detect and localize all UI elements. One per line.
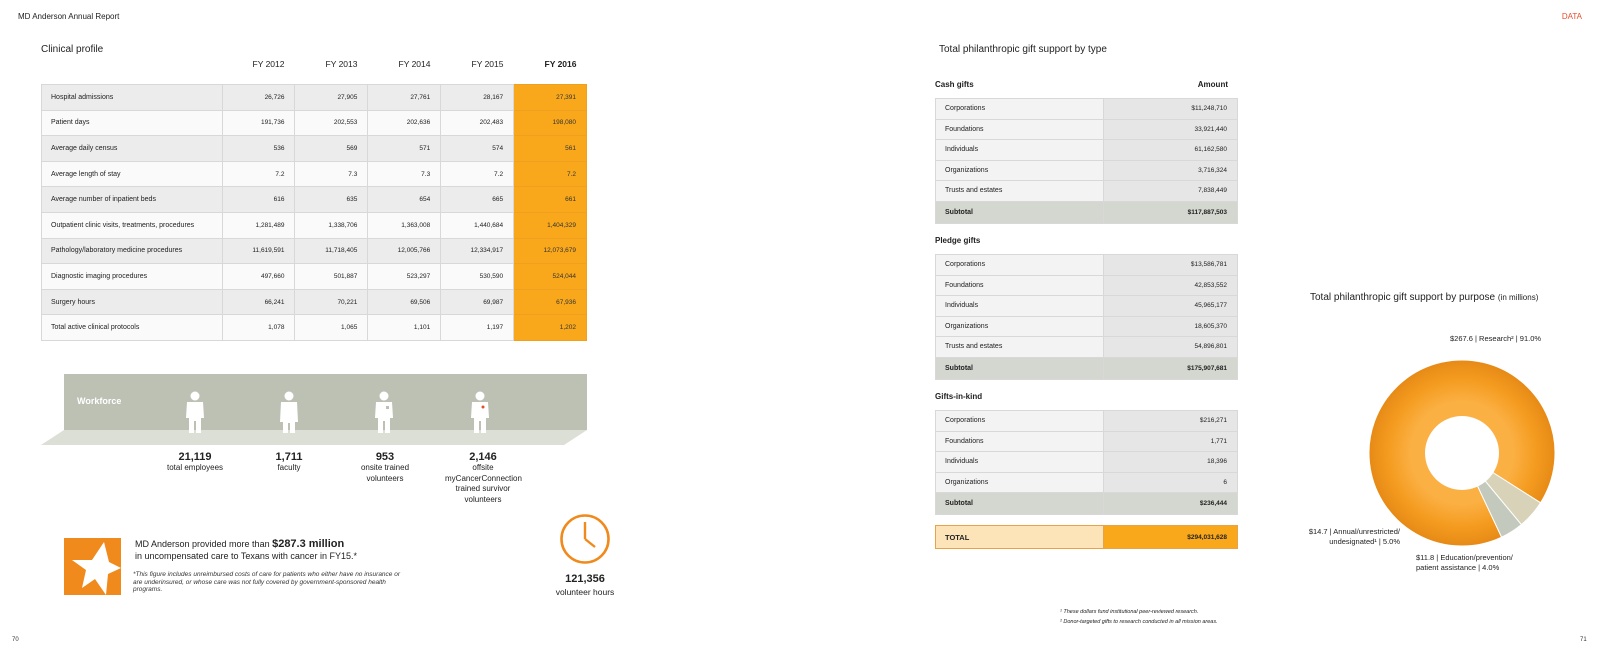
cell-value: 7.3 xyxy=(368,161,441,187)
gift-amount: 33,921,440 xyxy=(1104,119,1238,140)
subtotal-row xyxy=(936,357,1238,379)
clock-icon xyxy=(559,513,611,565)
cell-value: 7.2 xyxy=(441,161,514,187)
workforce-stat xyxy=(330,451,440,484)
faculty-icon xyxy=(278,391,300,433)
gift-group-header xyxy=(935,80,1238,89)
label-education-line2: patient assistance | 4.0% xyxy=(1416,563,1500,572)
stat-number: 953 xyxy=(375,451,395,463)
report-title: MD Anderson Annual Report xyxy=(18,12,120,21)
subtotal-label: Subtotal xyxy=(936,201,1104,223)
workforce-band xyxy=(64,374,587,430)
subtotal-value: $117,887,503 xyxy=(1104,201,1238,223)
cell-value: 569 xyxy=(295,136,368,162)
cell-value: 530,590 xyxy=(441,264,514,290)
label-annual-line2: undesignated¹ | 5.0% xyxy=(1329,537,1400,546)
table-row xyxy=(936,431,1238,452)
row-label: Average daily census xyxy=(42,136,223,162)
table-row xyxy=(42,289,587,315)
gift-source-label: Foundations xyxy=(936,119,1104,140)
label-annual xyxy=(1285,527,1400,547)
gift-amount: 6 xyxy=(1104,472,1238,493)
gift-group-header xyxy=(935,236,1238,245)
uncompensated-line2: in uncompensated care to Texans with cancer in FY15.* xyxy=(135,551,357,561)
subtotal-value: $175,907,681 xyxy=(1104,357,1238,379)
year-header: FY 2013 xyxy=(325,59,358,69)
year-header: FY 2015 xyxy=(471,59,504,69)
row-label: Total active clinical protocols xyxy=(42,315,223,341)
cell-value: 11,619,591 xyxy=(222,238,295,264)
year-header: FY 2012 xyxy=(252,59,285,69)
page-number-right: 71 xyxy=(1580,637,1587,643)
label-annual-line1: $14.7 | Annual/unrestricted/ xyxy=(1308,527,1400,536)
volunteer-hours-text: volunteer hours xyxy=(555,587,615,597)
gift-source-label: Foundations xyxy=(936,275,1104,296)
table-row xyxy=(936,140,1238,161)
table-row xyxy=(936,181,1238,202)
cell-value: 501,887 xyxy=(295,264,368,290)
cell-value: 654 xyxy=(368,187,441,213)
table-row xyxy=(936,472,1238,493)
purpose-donut-chart xyxy=(1362,353,1562,553)
employee-icon xyxy=(184,391,206,433)
cell-value: 202,636 xyxy=(368,110,441,136)
cell-value: 616 xyxy=(222,187,295,213)
gift-amount: 54,896,801 xyxy=(1104,337,1238,358)
table-row xyxy=(936,316,1238,337)
table-row xyxy=(936,275,1238,296)
table-row xyxy=(936,119,1238,140)
cell-value: 1,363,008 xyxy=(368,212,441,238)
table-row xyxy=(42,212,587,238)
onsite-volunteer-icon xyxy=(373,391,395,433)
star-badge xyxy=(64,538,121,595)
purpose-title-text: Total philanthropic gift support by purpose xyxy=(1310,292,1496,303)
cell-value: 1,065 xyxy=(295,315,368,341)
cell-current-year: 67,936 xyxy=(514,289,587,315)
gift-amount: 3,716,324 xyxy=(1104,160,1238,181)
cell-value: 12,334,917 xyxy=(441,238,514,264)
purpose-title xyxy=(1310,292,1538,303)
table-row xyxy=(42,136,587,162)
stat-text: faculty xyxy=(277,463,301,472)
stat-number: 2,146 xyxy=(469,451,497,463)
cell-value: 26,726 xyxy=(222,85,295,111)
section-label: DATA xyxy=(1561,12,1582,21)
gift-amount: 18,396 xyxy=(1104,452,1238,473)
cell-value: 27,761 xyxy=(368,85,441,111)
cell-value: 66,241 xyxy=(222,289,295,315)
cell-value: 571 xyxy=(368,136,441,162)
footnote-2: ² Donor-targeted gifts to research conducted in all mission areas. xyxy=(1060,619,1218,625)
stat-text: total employees xyxy=(166,463,224,472)
cell-value: 70,221 xyxy=(295,289,368,315)
cell-current-year: 524,044 xyxy=(514,264,587,290)
cell-value: 202,553 xyxy=(295,110,368,136)
row-label: Outpatient clinic visits, treatments, procedures xyxy=(42,212,223,238)
table-row xyxy=(936,160,1238,181)
table-row xyxy=(936,296,1238,317)
uncompensated-line1 xyxy=(135,538,344,550)
table-row xyxy=(42,264,587,290)
gift-group-name: Cash gifts xyxy=(935,80,974,89)
cell-value: 27,905 xyxy=(295,85,368,111)
subtotal-label: Subtotal xyxy=(936,357,1104,379)
page-number-left: 70 xyxy=(12,637,19,643)
uncompensated-pre: MD Anderson provided more than xyxy=(135,539,273,549)
workforce-label: Workforce xyxy=(77,396,122,406)
cell-value: 574 xyxy=(441,136,514,162)
cell-value: 12,005,766 xyxy=(368,238,441,264)
amount-column-header: Amount xyxy=(1197,80,1228,89)
gift-source-label: Individuals xyxy=(936,452,1104,473)
gift-amount: 1,771 xyxy=(1104,431,1238,452)
cell-current-year: 7.2 xyxy=(514,161,587,187)
gift-table xyxy=(935,98,1238,224)
year-header: FY 2014 xyxy=(398,59,431,69)
total-row xyxy=(936,526,1238,549)
gift-amount: 7,838,449 xyxy=(1104,181,1238,202)
cell-value: 635 xyxy=(295,187,368,213)
star-icon xyxy=(64,538,121,595)
cell-value: 1,338,706 xyxy=(295,212,368,238)
gift-source-label: Organizations xyxy=(936,160,1104,181)
gift-type-title: Total philanthropic gift support by type xyxy=(939,44,1107,55)
cell-value: 1,101 xyxy=(368,315,441,341)
gift-amount: 42,853,552 xyxy=(1104,275,1238,296)
cell-value: 69,987 xyxy=(441,289,514,315)
subtotal-value: $236,444 xyxy=(1104,493,1238,515)
row-label: Diagnostic imaging procedures xyxy=(42,264,223,290)
gift-total-table xyxy=(935,525,1238,549)
cell-value: 523,297 xyxy=(368,264,441,290)
row-label: Pathology/laboratory medicine procedures xyxy=(42,238,223,264)
workforce-floor xyxy=(41,430,587,445)
stat-text: offsite myCancerConnection trained survivor volunteers xyxy=(445,463,522,504)
clinical-profile-table xyxy=(41,84,587,341)
cell-value: 536 xyxy=(222,136,295,162)
label-education xyxy=(1416,553,1513,573)
row-label: Average number of inpatient beds xyxy=(42,187,223,213)
volunteer-hours-number: 121,356 xyxy=(565,573,605,585)
cell-current-year: 661 xyxy=(514,187,587,213)
cell-value: 28,167 xyxy=(441,85,514,111)
cell-value: 11,718,405 xyxy=(295,238,368,264)
cell-current-year: 1,404,329 xyxy=(514,212,587,238)
gift-source-label: Foundations xyxy=(936,431,1104,452)
gift-source-label: Corporations xyxy=(936,255,1104,276)
table-row xyxy=(42,187,587,213)
stat-number: 1,711 xyxy=(275,451,303,463)
gift-table xyxy=(935,410,1238,515)
gift-source-label: Trusts and estates xyxy=(936,337,1104,358)
subtotal-label: Subtotal xyxy=(936,493,1104,515)
clinical-profile-title: Clinical profile xyxy=(41,44,104,55)
table-row xyxy=(936,337,1238,358)
label-research: $267.6 | Research² | 91.0% xyxy=(1450,334,1542,343)
cell-current-year: 1,202 xyxy=(514,315,587,341)
table-row xyxy=(42,161,587,187)
gift-group-header xyxy=(935,392,1238,401)
gift-amount: 18,605,370 xyxy=(1104,316,1238,337)
gift-source-label: Trusts and estates xyxy=(936,181,1104,202)
gift-amount: $13,586,781 xyxy=(1104,255,1238,276)
gift-source-label: Individuals xyxy=(936,140,1104,161)
cell-value: 202,483 xyxy=(441,110,514,136)
cell-value: 1,440,684 xyxy=(441,212,514,238)
stat-text: onsite trained volunteers xyxy=(360,463,410,483)
label-education-line1: $11.8 | Education/prevention/ xyxy=(1416,553,1513,562)
cell-current-year: 198,080 xyxy=(514,110,587,136)
cell-value: 191,736 xyxy=(222,110,295,136)
year-header-current: FY 2016 xyxy=(544,59,577,69)
gift-source-label: Individuals xyxy=(936,296,1104,317)
cell-current-year: 561 xyxy=(514,136,587,162)
total-label: TOTAL xyxy=(936,526,1104,549)
cell-value: 69,506 xyxy=(368,289,441,315)
subtotal-row xyxy=(936,201,1238,223)
purpose-title-unit: (in millions) xyxy=(1497,293,1539,302)
cell-value: 7.3 xyxy=(295,161,368,187)
cell-value: 665 xyxy=(441,187,514,213)
cell-current-year: 27,391 xyxy=(514,85,587,111)
offsite-volunteer-icon xyxy=(469,391,491,433)
gift-source-label: Organizations xyxy=(936,472,1104,493)
footnote-1: ¹ These dollars fund institutional peer-reviewed research. xyxy=(1060,609,1199,615)
table-row xyxy=(936,255,1238,276)
total-value: $294,031,628 xyxy=(1104,526,1238,549)
table-row xyxy=(936,452,1238,473)
subtotal-row xyxy=(936,493,1238,515)
row-label: Hospital admissions xyxy=(42,85,223,111)
gift-amount: 45,965,177 xyxy=(1104,296,1238,317)
table-row xyxy=(42,85,587,111)
uncompensated-footnote: *This figure includes unreimbursed costs of care for patients who either have no insurance or are underinsured, or whose care was not fully covered by government-sponsored health programs. xyxy=(133,571,401,593)
table-row xyxy=(42,238,587,264)
gift-group-name: Pledge gifts xyxy=(935,236,981,245)
gift-amount: $216,271 xyxy=(1104,411,1238,432)
gift-amount: 61,162,580 xyxy=(1104,140,1238,161)
cell-value: 1,197 xyxy=(441,315,514,341)
table-row xyxy=(936,411,1238,432)
gift-source-label: Organizations xyxy=(936,316,1104,337)
table-row xyxy=(936,99,1238,120)
gift-group-name: Gifts-in-kind xyxy=(935,392,983,401)
gift-amount: $11,248,710 xyxy=(1104,99,1238,120)
table-row xyxy=(42,315,587,341)
row-label: Average length of stay xyxy=(42,161,223,187)
workforce-stat xyxy=(234,451,344,474)
gift-source-label: Corporations xyxy=(936,411,1104,432)
uncompensated-amount: $287.3 million xyxy=(272,538,345,550)
gift-table xyxy=(935,254,1238,380)
row-label: Patient days xyxy=(42,110,223,136)
gift-source-label: Corporations xyxy=(936,99,1104,120)
row-label: Surgery hours xyxy=(42,289,223,315)
stat-number: 21,119 xyxy=(178,451,212,463)
cell-value: 497,660 xyxy=(222,264,295,290)
cell-value: 7.2 xyxy=(222,161,295,187)
table-row xyxy=(42,110,587,136)
cell-value: 1,281,489 xyxy=(222,212,295,238)
cell-value: 1,078 xyxy=(222,315,295,341)
cell-current-year: 12,073,679 xyxy=(514,238,587,264)
workforce-stat xyxy=(427,451,539,505)
donut-hole xyxy=(1425,416,1499,490)
